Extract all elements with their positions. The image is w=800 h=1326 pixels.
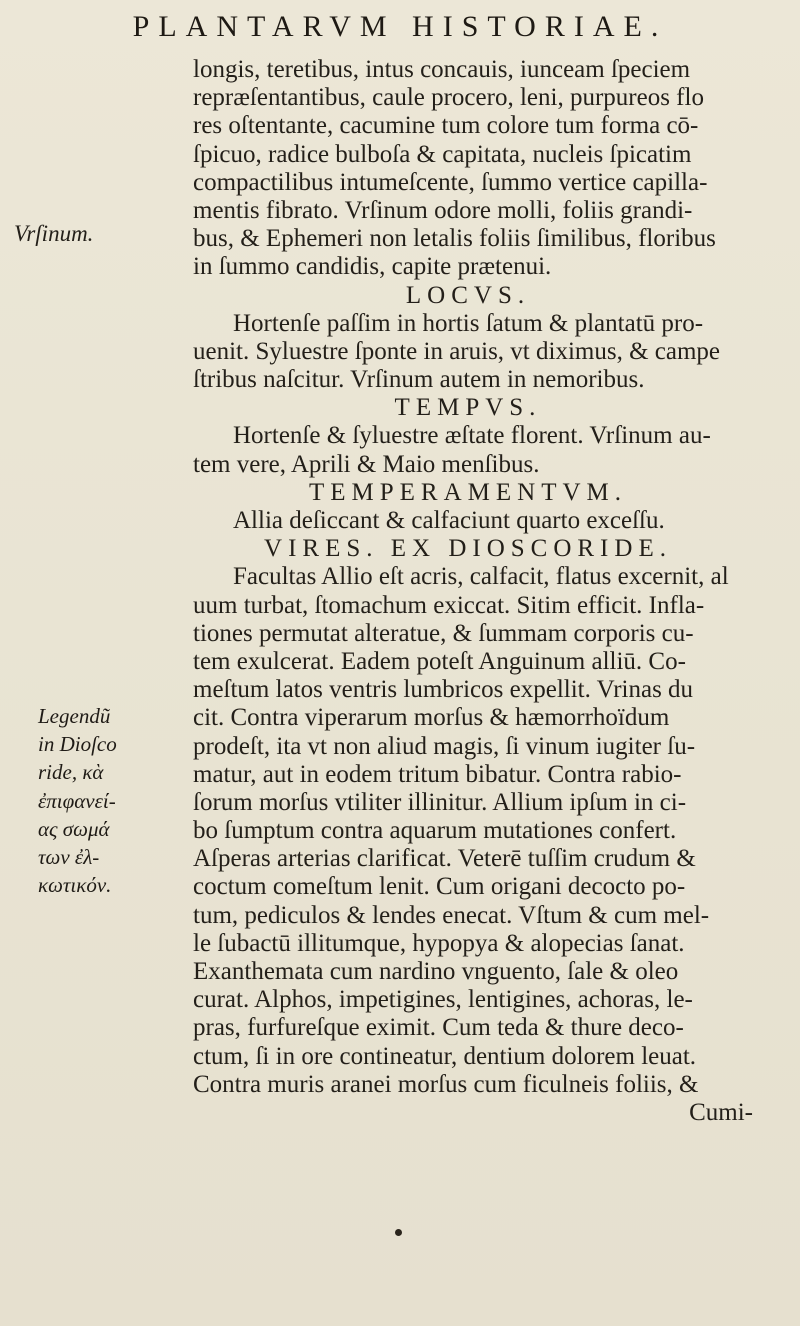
text-line: ctum, ſi in ore contineatur, dentium dolorem leuat. xyxy=(193,1042,697,1070)
text-line: Exanthemata cum nardino vnguento, ſale & oleo xyxy=(193,958,679,985)
text-line: matur, aut in eodem tritum bibatur. Contra rabio- xyxy=(193,760,682,788)
text-line: res oſtentante, cacumine tum colore tum forma cō- xyxy=(193,112,699,140)
margin-note-line: Legendũ xyxy=(38,704,111,728)
text-line: curat. Alphos, impetigines, lentigines, achoras, le- xyxy=(193,986,693,1014)
text-line: Contra muris aranei morſus cum ficulneis foliis, & xyxy=(193,1070,699,1098)
margin-note-line: in Dioſco xyxy=(38,732,117,757)
text-line: Aſperas arterias clarificat. Veterē tuſſim crudum & xyxy=(193,845,696,873)
text-line: tum, pediculos & lendes enecat. Vſtum & cum mel- xyxy=(193,901,710,929)
section-heading-locus: LOCVS. xyxy=(405,281,531,309)
text-line: ſtribus naſcitur. Vrſinum autem in nemoribus. xyxy=(193,366,645,394)
text-line: bo ſumptum contra aquarum mutationes confert. xyxy=(193,817,677,845)
text-line: Hortenſe & ſyluestre æſtate florent. Vrſinum au- xyxy=(233,422,711,450)
text-line: Facultas Allio eſt acris, calfacit, flatus excernit, al xyxy=(233,563,729,591)
text-line: uum turbat, ſtomachum exiccat. Sitim efficit. Infla- xyxy=(193,591,705,619)
text-line: meſtum latos ventris lumbricos expellit. Vrinas du xyxy=(193,676,694,704)
text-line: cit. Contra viperarum morſus & hæmorrhoïdum xyxy=(193,704,670,732)
margin-note-line: ἐπιφανεί- xyxy=(38,788,116,813)
margin-note-line: ας σωμά xyxy=(38,816,110,841)
margin-note-line: ride, κὰ xyxy=(38,760,104,785)
margin-note-legenda xyxy=(38,702,188,899)
section-heading-vires: VIRES. EX DIOSCORIDE. xyxy=(264,535,672,563)
text-line: repræſentantibus, caule procero, leni, purpureos flo xyxy=(193,84,704,112)
text-line: bus, & Ephemeri non letalis foliis ſimilibus, floribus xyxy=(193,225,716,253)
section-heading-temperamentum: TEMPERAMENTVM. xyxy=(308,478,628,506)
text-line: prodeſt, ita vt non aliud magis, ſi vinum iugiter ſu- xyxy=(193,732,696,760)
text-line: compactilibus intumeſcente, ſummo vertice capilla- xyxy=(193,168,708,196)
ink-dot xyxy=(395,1229,402,1236)
text-line: longis, teretibus, intus concauis, iunceam ſpeciem xyxy=(193,56,691,83)
text-line: in ſummo candidis, capite prætenui. xyxy=(193,253,552,281)
text-line: tiones permutat alteratue, & ſummam corporis cu- xyxy=(193,619,694,647)
text-line: ſorum morſus vtiliter illinitur. Allium ipſum in ci- xyxy=(193,788,687,816)
text-line: ſpicuo, radice bulboſa & capitata, nucleis ſpicatim xyxy=(193,140,692,168)
text-line: tem vere, Aprili & Maio menſibus. xyxy=(193,450,540,478)
text-line: mentis fibrato. Vrſinum odore molli, foliis grandi- xyxy=(193,196,693,224)
text-line: Allia deſiccant & calfaciunt quarto exceſſu. xyxy=(233,507,665,534)
text-line: tem exulcerat. Eadem poteſt Anguinum alliū. Co- xyxy=(193,647,686,675)
text-line: le ſubactū illitumque, hypopya & alopecias ſanat. xyxy=(193,929,685,957)
margin-note-vrsinum: Vrſinum. xyxy=(14,221,94,246)
running-head: PLANTARVM HISTORIAE. xyxy=(132,10,668,43)
margin-note-line: των ἐλ- xyxy=(38,844,100,869)
catchword: Cumi- xyxy=(689,1098,753,1126)
margin-note-line: κωτικόν. xyxy=(38,873,112,898)
text-line: Hortenſe paſſim in hortis ſatum & plantatū pro- xyxy=(233,309,704,337)
section-heading-tempus: TEMPVS. xyxy=(394,394,542,422)
text-line: uenit. Syluestre ſponte in aruis, vt diximus, & campe xyxy=(193,337,721,365)
text-line: coctum comeſtum lenit. Cum origani decocto po- xyxy=(193,873,686,901)
text-line: pras, furfureſque eximit. Cum teda & thure deco- xyxy=(193,1014,684,1042)
main-text-block xyxy=(193,56,773,1127)
